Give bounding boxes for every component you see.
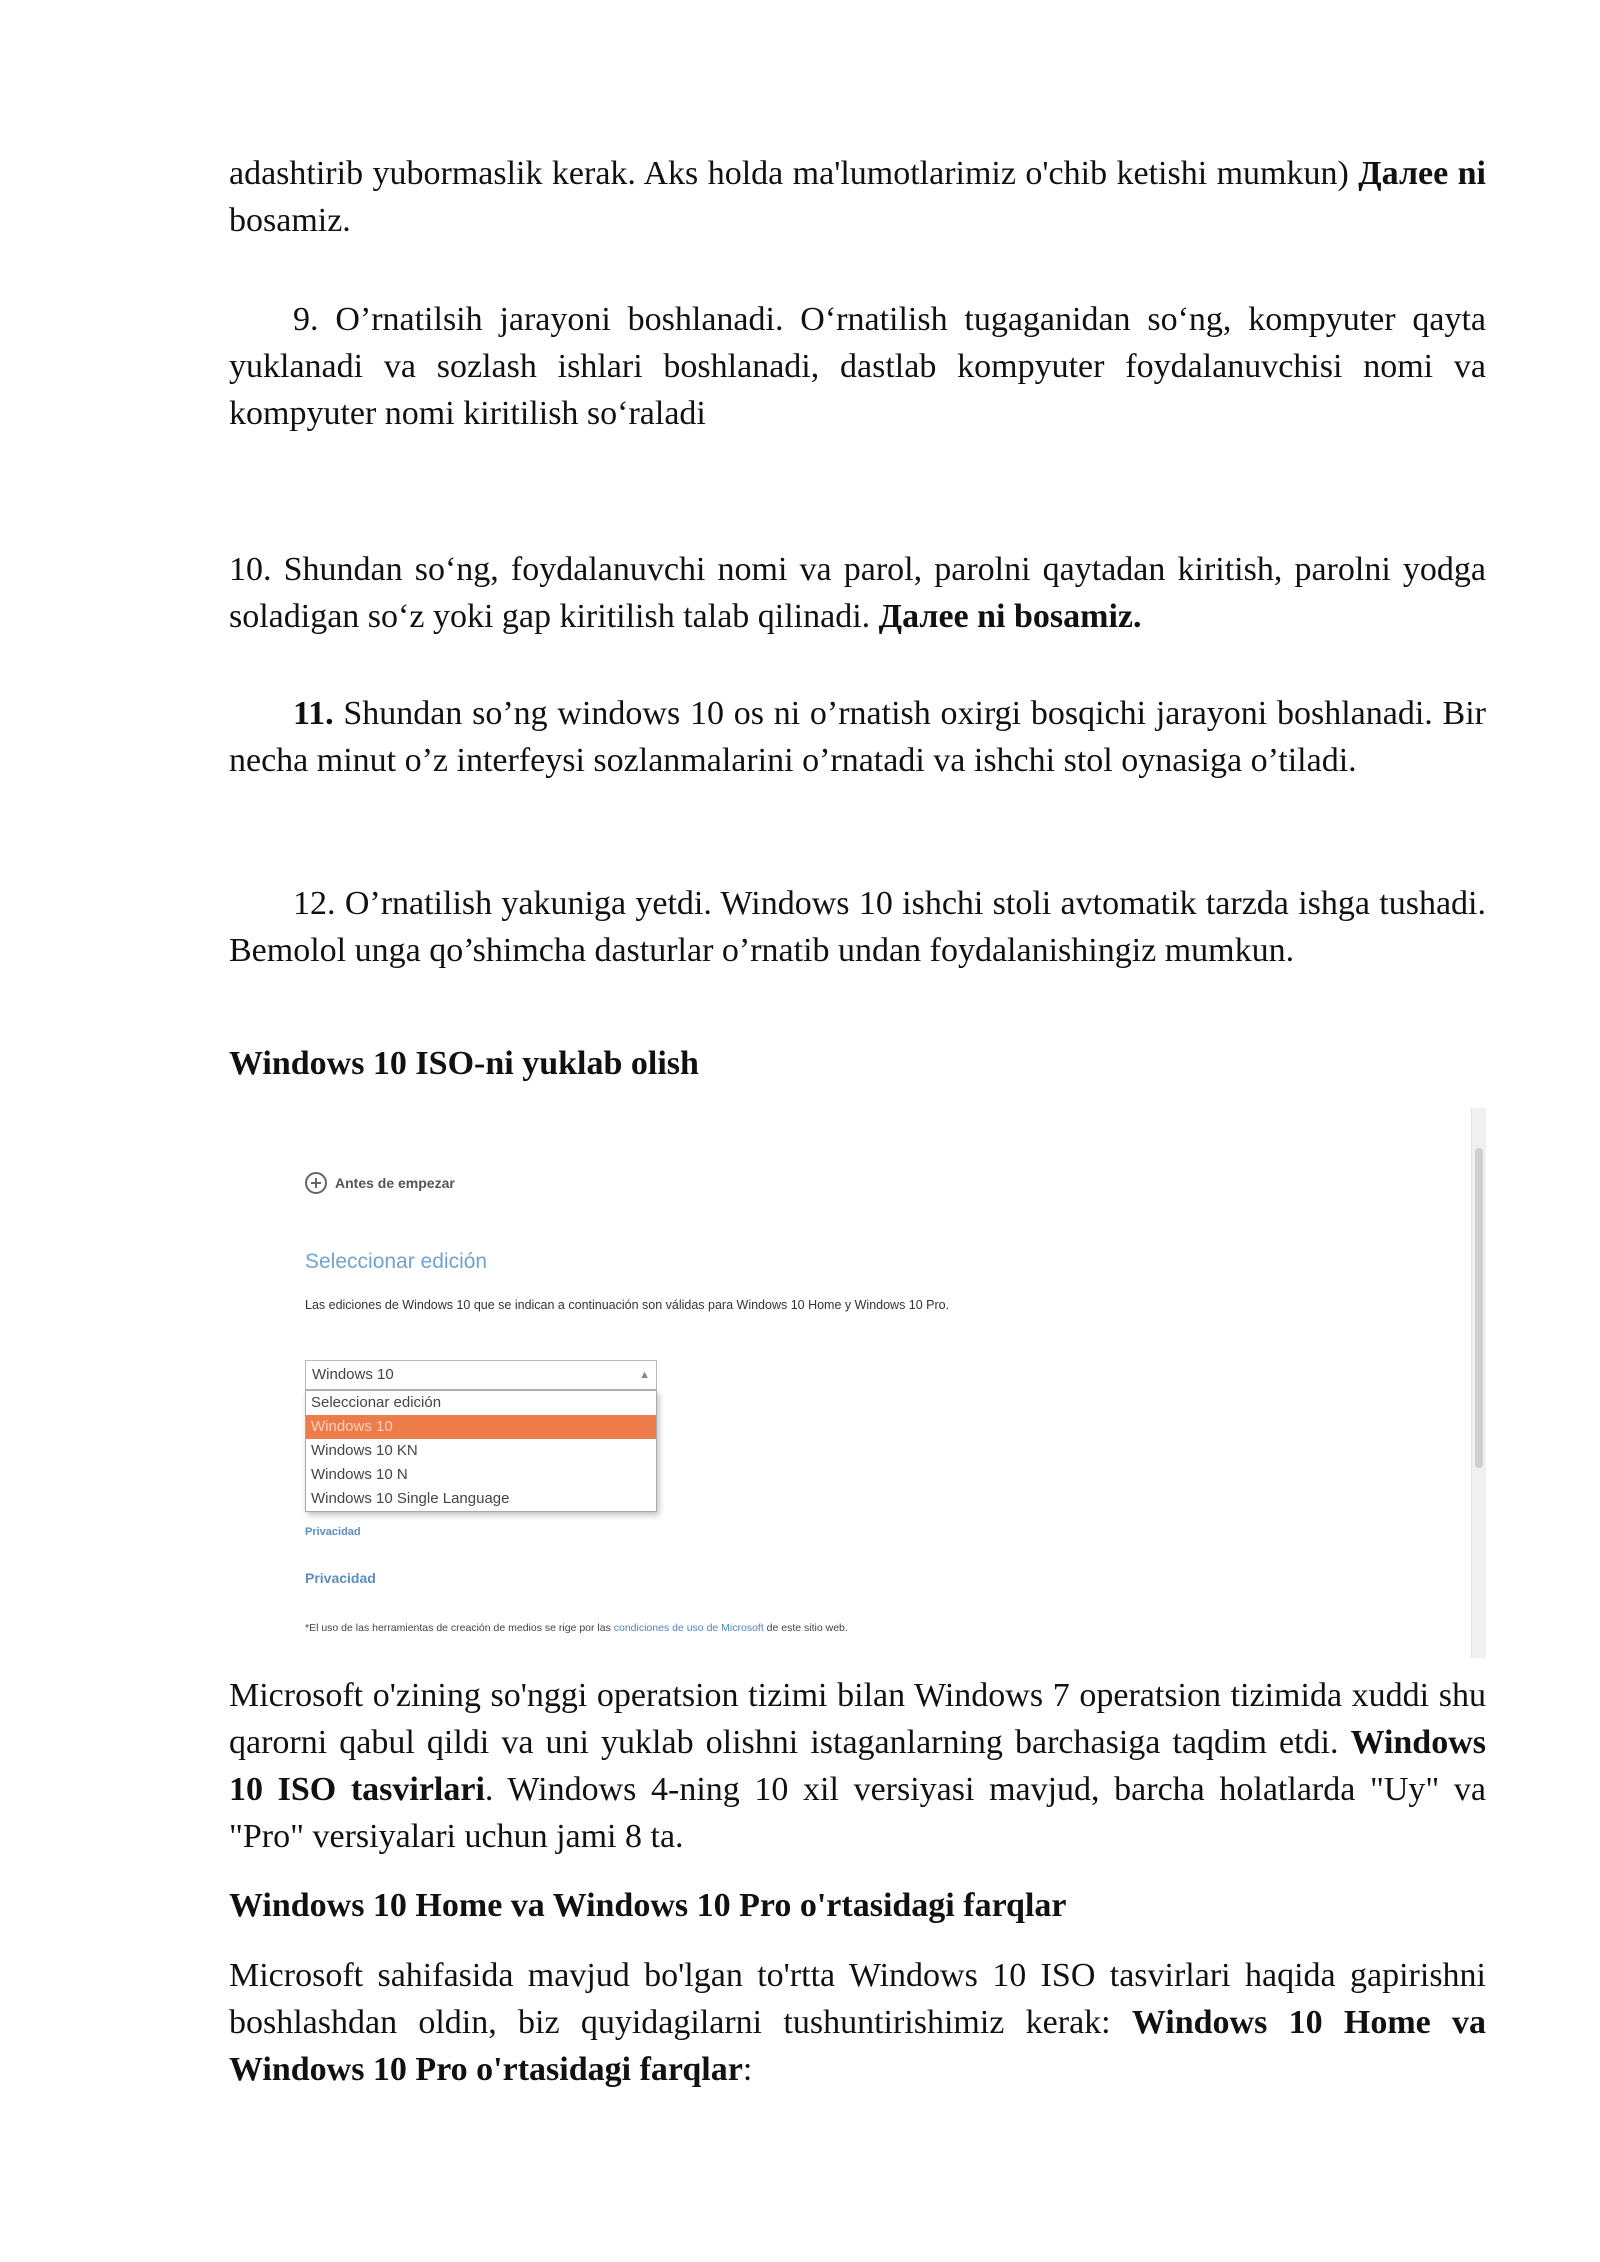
- option-windows-10-n[interactable]: Windows 10 N: [311, 1466, 408, 1483]
- terms-note: *El uso de las herramientas de creación de medios se rige por las condiciones de uso de Microsoft de este sitio web.: [305, 1622, 848, 1634]
- antes-de-empezar-link[interactable]: Antes de empezar: [305, 1172, 455, 1194]
- embedded-screenshot: [229, 1108, 1486, 1658]
- paragraph-step-10: 10. Shundan so‘ng, foydalanuvchi nomi va parol, parolni qaytadan kiritish, parolni yodga soladigan so‘z yoki gap kiritilish talab qilinadi. Далее ni bosamiz.: [229, 551, 1486, 635]
- option-windows-10[interactable]: Windows 10: [306, 1415, 656, 1439]
- privacy-label-small[interactable]: Privacidad: [305, 1526, 361, 1538]
- scrollbar[interactable]: [1471, 1108, 1486, 1658]
- chevron-down-icon: ▲: [639, 1369, 650, 1381]
- next-button-ref: Далее ni: [1358, 155, 1486, 192]
- heading-download-iso: Windows 10 ISO-ni yuklab olish: [229, 1045, 699, 1082]
- select-edition-title: Seleccionar edición: [305, 1250, 488, 1273]
- privacy-link[interactable]: Privacidad: [305, 1570, 376, 1586]
- option-windows-10-kn[interactable]: Windows 10 KN: [311, 1442, 418, 1459]
- select-edition-description: Las ediciones de Windows 10 que se indican a continuación son válidas para Windows 10 Home y Windows 10 Pro.: [305, 1298, 950, 1312]
- option-windows-10-single-language[interactable]: Windows 10 Single Language: [311, 1490, 510, 1507]
- edition-select[interactable]: Windows 10 ▲: [305, 1360, 657, 1390]
- paragraph-step-12: 12. O’rnatilish yakuniga yetdi. Windows 10 ishchi stoli avtomatik tarzda ishga tushadi. Bemolol unga qo’shimcha dasturlar o’rnatib undan foydalanishingiz mumkun.: [229, 885, 1486, 969]
- heading-home-vs-pro: Windows 10 Home va Windows 10 Pro o'rtasidagi farqlar: [229, 1887, 1067, 1924]
- edition-dropdown: [305, 1390, 657, 1512]
- option-seleccionar[interactable]: Seleccionar edición: [311, 1394, 442, 1411]
- terms-link[interactable]: condiciones de uso de Microsoft: [613, 1622, 764, 1634]
- scrollbar-thumb[interactable]: [1475, 1148, 1483, 1468]
- paragraph-microsoft: Microsoft o'zining so'nggi operatsion tizimi bilan Windows 7 operatsion tizimida xuddi shu qarorni qabul qildi va uni yuklab olishni istaganlarning barchasiga taqdim etdi. Windows 10 ISO tasvirlari. Windows 4-ning 10 xil versiyasi mavjud, barcha holatlarda "Uy" va "Pro" versiyalari uchun jami 8 ta.: [229, 1677, 1486, 1855]
- paragraph-step-11: 11. Shundan so’ng windows 10 os ni o’rnatish oxirgi bosqichi jarayoni boshlanadi. Bir necha minut o’z interfeysi sozlanmalarini o’rnatadi va ishchi stol oynasiga o’tiladi.: [229, 695, 1486, 779]
- plus-circle-icon: [305, 1172, 327, 1194]
- paragraph-step-9: 9. O’rnatilsih jarayoni boshlanadi. O‘rnatilish tugaganidan so‘ng, kompyuter qayta yuklanadi va sozlash ishlari boshlanadi, dastlab kompyuter foydalanuvchisi nomi va kompyuter nomi kiritilish so‘raladi: [229, 301, 1486, 432]
- paragraph-intro: adashtirib yubormaslik kerak. Aks holda ma'lumotlarimiz o'chib ketishi mumkun) Далее ni bosamiz.: [229, 155, 1486, 239]
- paragraph-differences: Microsoft sahifasida mavjud bo'lgan to'rtta Windows 10 ISO tasvirlari haqida gapirishni boshlashdan oldin, biz quyidagilarni tushuntirishimiz kerak: Windows 10 Home va Windows 10 Pro o'rtasidagi farqlar:: [229, 1957, 1486, 2088]
